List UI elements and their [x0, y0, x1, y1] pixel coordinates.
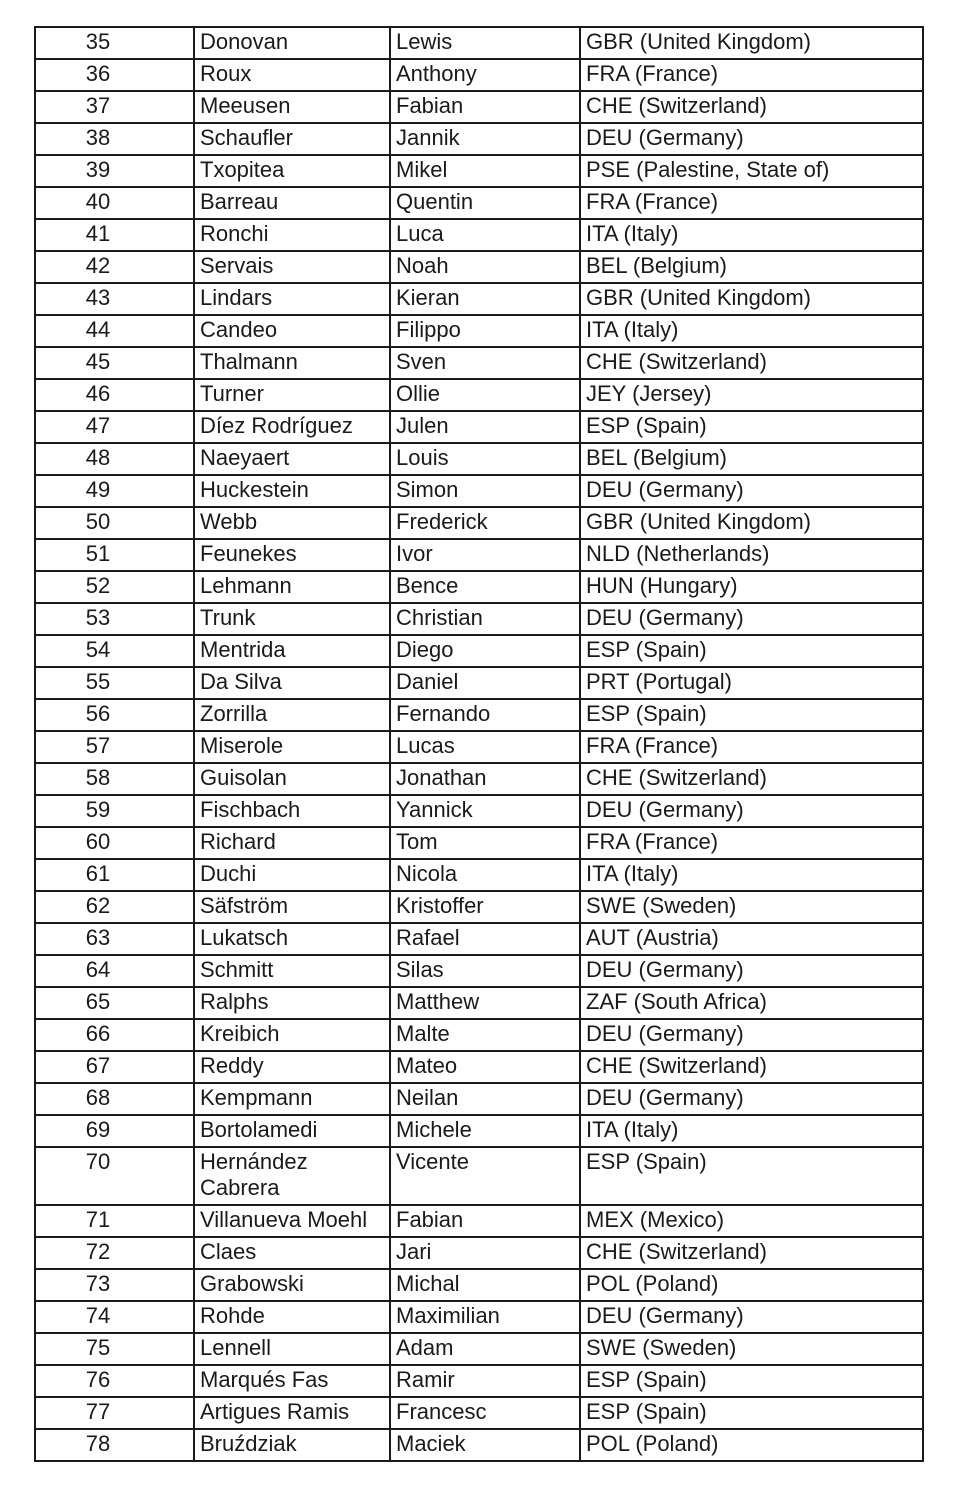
- first-name-cell: Michele: [390, 1115, 580, 1147]
- rank-cell: 68: [35, 1083, 194, 1115]
- table-row: [35, 923, 923, 955]
- country-cell: POL (Poland): [580, 1269, 923, 1301]
- first-name-cell: Maximilian: [390, 1301, 580, 1333]
- country-cell: PSE (Palestine, State of): [580, 155, 923, 187]
- first-name-cell: Frederick: [390, 507, 580, 539]
- last-name-cell: Meeusen: [194, 91, 390, 123]
- table-row: [35, 1429, 923, 1461]
- first-name-cell: Adam: [390, 1333, 580, 1365]
- table-row: [35, 347, 923, 379]
- table-row: [35, 1269, 923, 1301]
- rank-cell: 56: [35, 699, 194, 731]
- last-name-cell: Mentrida: [194, 635, 390, 667]
- country-cell: FRA (France): [580, 187, 923, 219]
- first-name-cell: Lewis: [390, 27, 580, 59]
- rank-cell: 65: [35, 987, 194, 1019]
- results-table: [34, 26, 924, 1462]
- last-name-cell: Schaufler: [194, 123, 390, 155]
- country-cell: DEU (Germany): [580, 1301, 923, 1333]
- rank-cell: 78: [35, 1429, 194, 1461]
- rank-cell: 43: [35, 283, 194, 315]
- first-name-cell: Christian: [390, 603, 580, 635]
- country-cell: CHE (Switzerland): [580, 1051, 923, 1083]
- country-cell: DEU (Germany): [580, 123, 923, 155]
- country-cell: FRA (France): [580, 731, 923, 763]
- first-name-cell: Julen: [390, 411, 580, 443]
- last-name-cell: Ralphs: [194, 987, 390, 1019]
- rank-cell: 35: [35, 27, 194, 59]
- country-cell: BEL (Belgium): [580, 443, 923, 475]
- first-name-cell: Fernando: [390, 699, 580, 731]
- rank-cell: 77: [35, 1397, 194, 1429]
- rank-cell: 37: [35, 91, 194, 123]
- first-name-cell: Francesc: [390, 1397, 580, 1429]
- last-name-cell: Guisolan: [194, 763, 390, 795]
- table-row: [35, 219, 923, 251]
- country-cell: PRT (Portugal): [580, 667, 923, 699]
- table-row: [35, 187, 923, 219]
- last-name-cell: Säfström: [194, 891, 390, 923]
- rank-cell: 53: [35, 603, 194, 635]
- table-row: [35, 27, 923, 59]
- last-name-cell: Bortolamedi: [194, 1115, 390, 1147]
- first-name-cell: Jonathan: [390, 763, 580, 795]
- table-row: [35, 1147, 923, 1205]
- last-name-cell: Barreau: [194, 187, 390, 219]
- rank-cell: 67: [35, 1051, 194, 1083]
- first-name-cell: Maciek: [390, 1429, 580, 1461]
- first-name-cell: Jari: [390, 1237, 580, 1269]
- first-name-cell: Sven: [390, 347, 580, 379]
- rank-cell: 69: [35, 1115, 194, 1147]
- first-name-cell: Kieran: [390, 283, 580, 315]
- country-cell: GBR (United Kingdom): [580, 27, 923, 59]
- rank-cell: 52: [35, 571, 194, 603]
- first-name-cell: Tom: [390, 827, 580, 859]
- first-name-cell: Matthew: [390, 987, 580, 1019]
- first-name-cell: Bence: [390, 571, 580, 603]
- last-name-cell: Kempmann: [194, 1083, 390, 1115]
- table-row: [35, 667, 923, 699]
- table-row: [35, 1301, 923, 1333]
- country-cell: DEU (Germany): [580, 955, 923, 987]
- table-row: [35, 379, 923, 411]
- table-row: [35, 315, 923, 347]
- table-row: [35, 603, 923, 635]
- rank-cell: 73: [35, 1269, 194, 1301]
- first-name-cell: Neilan: [390, 1083, 580, 1115]
- last-name-cell: Bruździak: [194, 1429, 390, 1461]
- table-row: [35, 571, 923, 603]
- country-cell: DEU (Germany): [580, 1019, 923, 1051]
- rank-cell: 63: [35, 923, 194, 955]
- table-row: [35, 763, 923, 795]
- last-name-cell: Roux: [194, 59, 390, 91]
- country-cell: CHE (Switzerland): [580, 763, 923, 795]
- last-name-cell: Villanueva Moehl: [194, 1205, 390, 1237]
- last-name-cell: Thalmann: [194, 347, 390, 379]
- last-name-cell: Hernández Cabrera: [194, 1147, 390, 1205]
- last-name-cell: Txopitea: [194, 155, 390, 187]
- first-name-cell: Daniel: [390, 667, 580, 699]
- last-name-cell: Artigues Ramis: [194, 1397, 390, 1429]
- table-row: [35, 731, 923, 763]
- last-name-cell: Rohde: [194, 1301, 390, 1333]
- rank-cell: 45: [35, 347, 194, 379]
- last-name-cell: Lukatsch: [194, 923, 390, 955]
- country-cell: CHE (Switzerland): [580, 1237, 923, 1269]
- country-cell: JEY (Jersey): [580, 379, 923, 411]
- last-name-cell: Donovan: [194, 27, 390, 59]
- country-cell: ITA (Italy): [580, 315, 923, 347]
- country-cell: AUT (Austria): [580, 923, 923, 955]
- rank-cell: 42: [35, 251, 194, 283]
- first-name-cell: Noah: [390, 251, 580, 283]
- first-name-cell: Quentin: [390, 187, 580, 219]
- first-name-cell: Lucas: [390, 731, 580, 763]
- rank-cell: 62: [35, 891, 194, 923]
- last-name-cell: Trunk: [194, 603, 390, 635]
- table-row: [35, 475, 923, 507]
- country-cell: ZAF (South Africa): [580, 987, 923, 1019]
- table-row: [35, 507, 923, 539]
- last-name-cell: Candeo: [194, 315, 390, 347]
- table-row: [35, 859, 923, 891]
- table-row: [35, 699, 923, 731]
- table-row: [35, 1083, 923, 1115]
- country-cell: ESP (Spain): [580, 411, 923, 443]
- last-name-cell: Feunekes: [194, 539, 390, 571]
- rank-cell: 57: [35, 731, 194, 763]
- first-name-cell: Ramir: [390, 1365, 580, 1397]
- table-row: [35, 1205, 923, 1237]
- rank-cell: 58: [35, 763, 194, 795]
- last-name-cell: Miserole: [194, 731, 390, 763]
- country-cell: DEU (Germany): [580, 795, 923, 827]
- country-cell: GBR (United Kingdom): [580, 507, 923, 539]
- first-name-cell: Kristoffer: [390, 891, 580, 923]
- results-table-body: [35, 27, 923, 1461]
- country-cell: ITA (Italy): [580, 219, 923, 251]
- rank-cell: 48: [35, 443, 194, 475]
- country-cell: ESP (Spain): [580, 1365, 923, 1397]
- rank-cell: 50: [35, 507, 194, 539]
- country-cell: DEU (Germany): [580, 475, 923, 507]
- table-row: [35, 1397, 923, 1429]
- last-name-cell: Da Silva: [194, 667, 390, 699]
- rank-cell: 61: [35, 859, 194, 891]
- country-cell: ITA (Italy): [580, 1115, 923, 1147]
- rank-cell: 76: [35, 1365, 194, 1397]
- last-name-cell: Servais: [194, 251, 390, 283]
- table-row: [35, 251, 923, 283]
- table-row: [35, 91, 923, 123]
- last-name-cell: Naeyaert: [194, 443, 390, 475]
- country-cell: DEU (Germany): [580, 1083, 923, 1115]
- first-name-cell: Filippo: [390, 315, 580, 347]
- first-name-cell: Jannik: [390, 123, 580, 155]
- table-row: [35, 891, 923, 923]
- rank-cell: 49: [35, 475, 194, 507]
- table-row: [35, 987, 923, 1019]
- rank-cell: 64: [35, 955, 194, 987]
- last-name-cell: Claes: [194, 1237, 390, 1269]
- last-name-cell: Richard: [194, 827, 390, 859]
- first-name-cell: Michal: [390, 1269, 580, 1301]
- rank-cell: 72: [35, 1237, 194, 1269]
- table-row: [35, 123, 923, 155]
- first-name-cell: Malte: [390, 1019, 580, 1051]
- last-name-cell: Grabowski: [194, 1269, 390, 1301]
- rank-cell: 54: [35, 635, 194, 667]
- first-name-cell: Luca: [390, 219, 580, 251]
- country-cell: ESP (Spain): [580, 1147, 923, 1205]
- table-row: [35, 635, 923, 667]
- country-cell: FRA (France): [580, 59, 923, 91]
- country-cell: ESP (Spain): [580, 1397, 923, 1429]
- first-name-cell: Vicente: [390, 1147, 580, 1205]
- country-cell: CHE (Switzerland): [580, 347, 923, 379]
- first-name-cell: Simon: [390, 475, 580, 507]
- table-row: [35, 539, 923, 571]
- rank-cell: 36: [35, 59, 194, 91]
- rank-cell: 75: [35, 1333, 194, 1365]
- first-name-cell: Mateo: [390, 1051, 580, 1083]
- table-row: [35, 1115, 923, 1147]
- table-row: [35, 1237, 923, 1269]
- last-name-cell: Duchi: [194, 859, 390, 891]
- rank-cell: 38: [35, 123, 194, 155]
- country-cell: SWE (Sweden): [580, 891, 923, 923]
- table-row: [35, 827, 923, 859]
- table-row: [35, 411, 923, 443]
- country-cell: CHE (Switzerland): [580, 91, 923, 123]
- rank-cell: 51: [35, 539, 194, 571]
- first-name-cell: Ivor: [390, 539, 580, 571]
- table-row: [35, 283, 923, 315]
- rank-cell: 71: [35, 1205, 194, 1237]
- first-name-cell: Ollie: [390, 379, 580, 411]
- country-cell: ITA (Italy): [580, 859, 923, 891]
- first-name-cell: Mikel: [390, 155, 580, 187]
- first-name-cell: Rafael: [390, 923, 580, 955]
- rank-cell: 40: [35, 187, 194, 219]
- last-name-cell: Marqués Fas: [194, 1365, 390, 1397]
- country-cell: BEL (Belgium): [580, 251, 923, 283]
- table-row: [35, 1019, 923, 1051]
- last-name-cell: Díez Rodríguez: [194, 411, 390, 443]
- country-cell: POL (Poland): [580, 1429, 923, 1461]
- first-name-cell: Fabian: [390, 1205, 580, 1237]
- country-cell: ESP (Spain): [580, 699, 923, 731]
- rank-cell: 74: [35, 1301, 194, 1333]
- table-row: [35, 1051, 923, 1083]
- rank-cell: 41: [35, 219, 194, 251]
- table-row: [35, 59, 923, 91]
- country-cell: ESP (Spain): [580, 635, 923, 667]
- country-cell: MEX (Mexico): [580, 1205, 923, 1237]
- country-cell: HUN (Hungary): [580, 571, 923, 603]
- last-name-cell: Kreibich: [194, 1019, 390, 1051]
- rank-cell: 44: [35, 315, 194, 347]
- country-cell: SWE (Sweden): [580, 1333, 923, 1365]
- first-name-cell: Anthony: [390, 59, 580, 91]
- table-row: [35, 795, 923, 827]
- first-name-cell: Silas: [390, 955, 580, 987]
- first-name-cell: Louis: [390, 443, 580, 475]
- last-name-cell: Turner: [194, 379, 390, 411]
- last-name-cell: Reddy: [194, 1051, 390, 1083]
- last-name-cell: Schmitt: [194, 955, 390, 987]
- first-name-cell: Diego: [390, 635, 580, 667]
- rank-cell: 39: [35, 155, 194, 187]
- first-name-cell: Nicola: [390, 859, 580, 891]
- last-name-cell: Lindars: [194, 283, 390, 315]
- last-name-cell: Huckestein: [194, 475, 390, 507]
- table-row: [35, 155, 923, 187]
- table-row: [35, 1333, 923, 1365]
- rank-cell: 47: [35, 411, 194, 443]
- first-name-cell: Yannick: [390, 795, 580, 827]
- last-name-cell: Ronchi: [194, 219, 390, 251]
- rank-cell: 66: [35, 1019, 194, 1051]
- country-cell: DEU (Germany): [580, 603, 923, 635]
- last-name-cell: Fischbach: [194, 795, 390, 827]
- first-name-cell: Fabian: [390, 91, 580, 123]
- last-name-cell: Lennell: [194, 1333, 390, 1365]
- rank-cell: 59: [35, 795, 194, 827]
- country-cell: FRA (France): [580, 827, 923, 859]
- country-cell: NLD (Netherlands): [580, 539, 923, 571]
- country-cell: GBR (United Kingdom): [580, 283, 923, 315]
- rank-cell: 60: [35, 827, 194, 859]
- last-name-cell: Lehmann: [194, 571, 390, 603]
- last-name-cell: Webb: [194, 507, 390, 539]
- table-row: [35, 1365, 923, 1397]
- last-name-cell: Zorrilla: [194, 699, 390, 731]
- rank-cell: 46: [35, 379, 194, 411]
- rank-cell: 55: [35, 667, 194, 699]
- table-row: [35, 443, 923, 475]
- rank-cell: 70: [35, 1147, 194, 1205]
- table-row: [35, 955, 923, 987]
